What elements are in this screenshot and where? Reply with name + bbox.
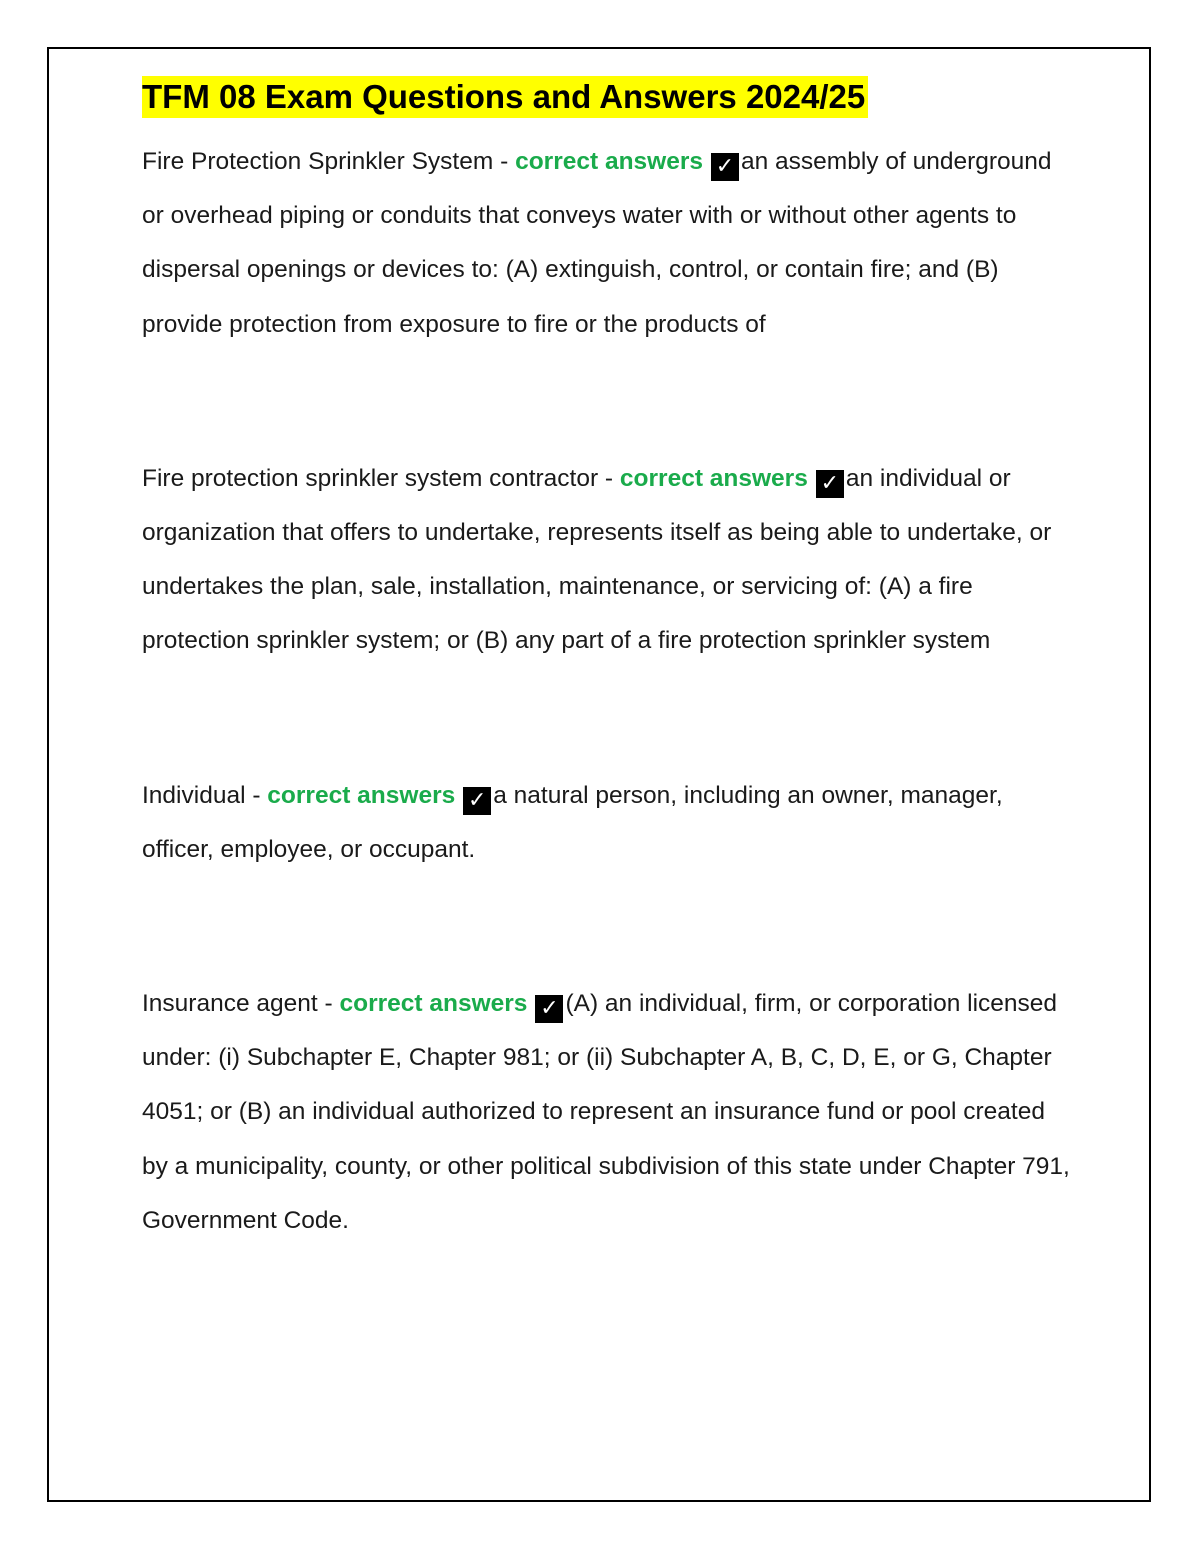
check-mark-icon: ✓ [711,153,739,181]
correct-answers-label: correct answers [619,464,808,492]
check-mark-icon: ✓ [463,787,491,815]
entry-definition: an individual or organization that offers to undertake, represents itself as being able to undertake, or undertakes the plan, sale, installation, maintenance, or servicing of: (A) a fire protection sprinkler system; or (B) any part of a fire protection sprinkler system [142,464,1052,655]
entry-separator: - [493,148,516,175]
check-mark-icon: ✓ [535,995,563,1023]
entry-term: Fire protection sprinkler system contractor [142,464,599,492]
correct-answers-label: correct answers [515,148,703,175]
qa-entry [142,135,1072,352]
document-title: TFM 08 Exam Questions and Answers 2024/25 [142,76,868,118]
check-mark-icon: ✓ [816,470,844,498]
qa-entry [142,452,1072,669]
qa-entry [142,977,1072,1248]
correct-answers-label: correct answers [339,990,528,1018]
entry-definition: an assembly of underground or overhead piping or conduits that conveys water with or without other agents to dispersal openings or devices to: (A) extinguish, control, or contain fire; and (B) provide protection from exposure to fire or the products of [142,148,1052,338]
entry-term: Insurance agent [142,990,318,1018]
entry-definition: (A) an individual, firm, or corporation licensed under: (i) Subchapter E, Chapter 981; or (ii) Subchapter A, B, C, D, E, or G, Chapter 4051; or (B) an individual authorized to represent an insurance fund or pool created by a municipality, county, or other political subdivision of this state under Chapter 791, Government Code. [142,990,1070,1234]
entry-separator: - [598,464,620,492]
entry-term: Fire Protection Sprinkler System [142,148,494,175]
correct-answers-label: correct answers [267,781,456,809]
entry-definition: a natural person, including an owner, manager, officer, employee, or occupant. [142,781,1003,863]
entry-term: Individual [142,781,246,809]
entry-separator: - [317,990,340,1018]
entry-separator: - [245,781,268,809]
document-body [142,76,1072,1248]
qa-entry [142,769,1072,877]
